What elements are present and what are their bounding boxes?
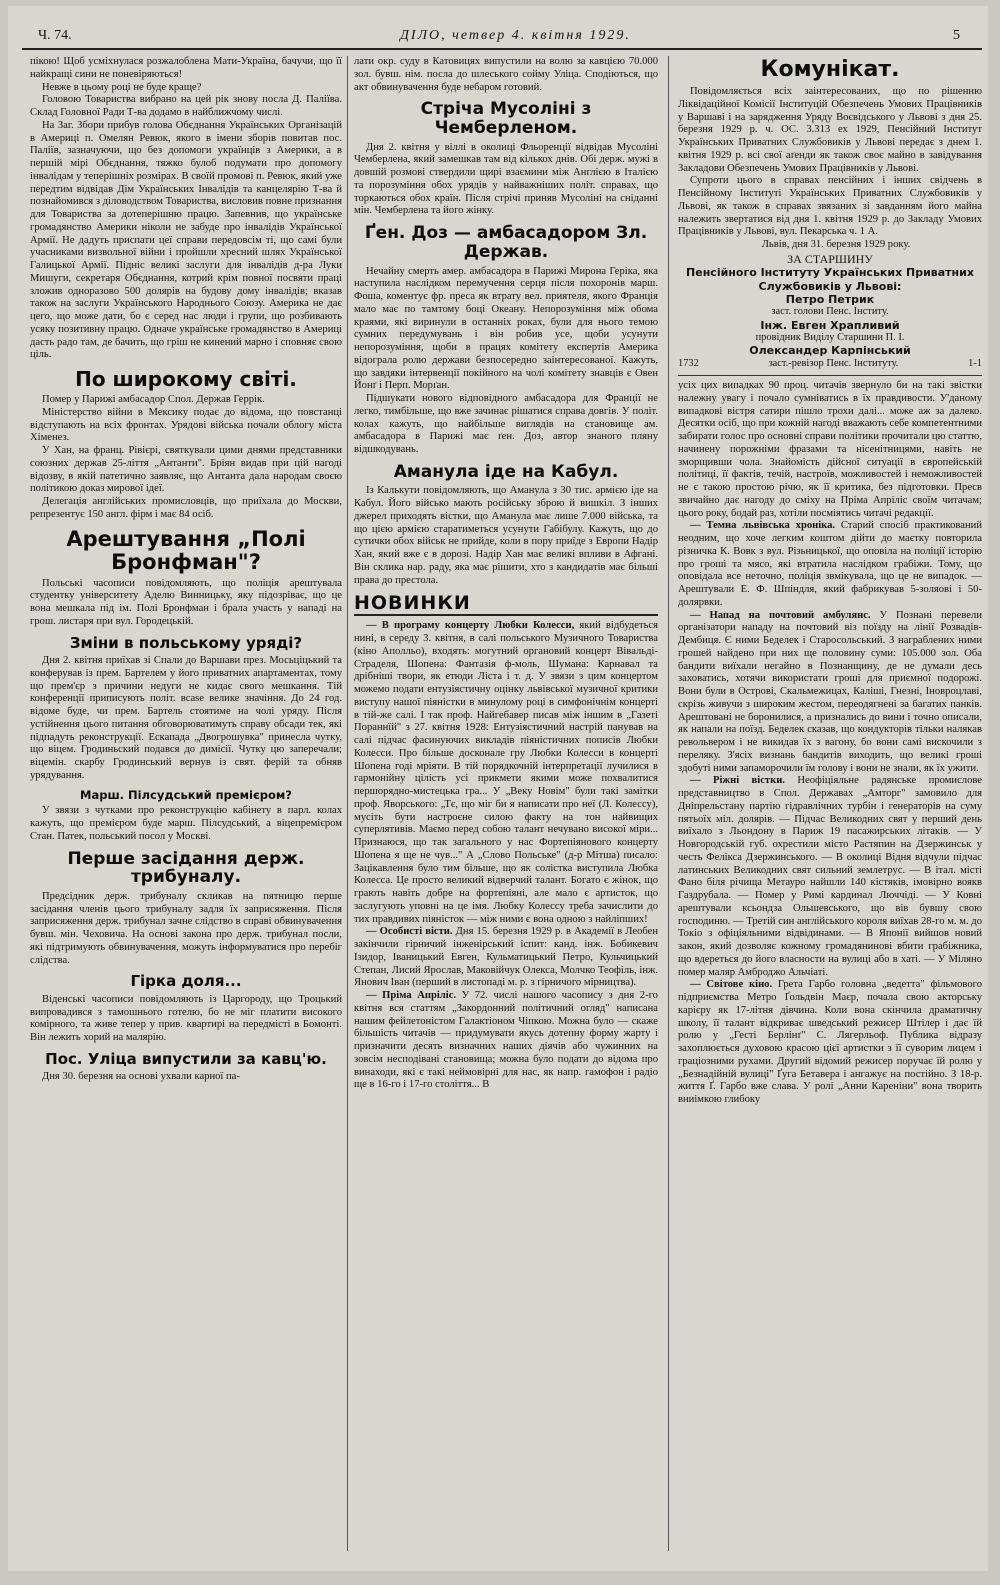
paragraph: Нечайну смерть амер. амбасадора в Парижі Мирона Геріка, яка наступила наслідком перемучення серця після похоронів марш. Фоша, коментує фр. преса як втрату вел. приятеля, якого Франція мало має по тамтому боці Океану. Непорозуміння між обома краями, які виринули в останніх роках, були для нього темою сумних передумувань і він робив усе, щоби усунути непорозуміння, щоби в працях комітету експертів Америка відограла ролю держави безпосередно заінтересованої. Кажуть, що завдяки інтервенції покійного на чолі комітету знавців є Овен Йонґ і Перп. Морґан. [354, 265, 658, 392]
column-divider [347, 56, 348, 1551]
paragraph: Дня 2. квітня приїхав зі Спали до Варшави през. Мосьціцький та конферував із прем. Бартелем у його приватних апартаментах, тому що прем'єр з причини недуги не кидає свого мешкання. Тій конференції приписують політ. вcase велике значіння. До 24 год. відоме буде, чи прем. Бартель стоятиме на чолі уряду. Після устійнення цього питання обговорюватимуть справу обсади тек, які підпадуть реконструкції. Ескапада „Двогрошувка" принесла чутку, що віцем. Гродиньский подався до димісії. Чутку цю заперечали; віцемін. скарбу Гродинський вернув із свят. ферій та обняв урядування. [30, 655, 342, 781]
paragraph: У звязи з чутками про реконструкцію кабінету в парл. колах кажуть, що премієром буде марш. Пілсудський, а віцепремієром Стан. Патек, польський посол у Москві. [30, 805, 342, 842]
page-number: 5 [953, 28, 960, 43]
paragraph: У Хан, на франц. Рівієрі, святкували цими днями представники союзних держав 25-ліття „Антанти". Бріян видав при цій нагоді відозву, в якій патетично заявляє, що Антанта дала народам своєю політикою доказ мирової ідеї. [30, 445, 342, 495]
headline-dawes: Ґен. Доз — амбасадором Зл. Держав. [364, 223, 648, 262]
paragraph: Повідомляється всіх заінтересованих, що по рішенню Ліквідаційної Комісії Інституцій Обезпечень Умових Працівників у Варшаві і на зарядження Уряду Воєвідського у Львові з дня 25. березня 1929 р. ч. ОС. 3.313 ех 1929, Пенсійний Інститут Українських Приватних Службовиків у Львові передає з днем 1. квітня 1929 р. всі свої аґенди як також своє майно в завідування Закладови Обезпечень Умових Працівників у Львові. [678, 86, 982, 174]
page-header [30, 26, 982, 48]
institute-name: Пенсійного Інституту Українських Приватних Службовиків у Львові: [686, 266, 974, 293]
paragraph: Із Калькути повідомляють, що Аманула з 30 тис. армією іде на Кабул. Його військо мають російську зброю й вишкіл. З інших джерел приходять вістки, що Аманула має лише 7.000 війська, та що цією армією старатиметься усунути Габібулу. Кажуть, що до сутички обох військ не прийде, коли в пору приїде з Европи Надір Хан, який вже є в дорозі. Надір Хан має великі впливи в Афгані. Він склика нар. раду, яка має рішити, хто з кандидатів має більші права до престола. [354, 485, 658, 586]
news-text: У Познані перевели організатори нападу на почтовий віз поїзду на лінії Розвадів-Дембиця. Є ними Беделек і Старосольський. З награблених ними грошей найдено при них ще половину суми: 105.000 зол. Оба бандити виїхали негайно в Познанщину, де не думали десь заховатись, хотячи використати гроші для приємної подорожі. Вони були в Острові, Скальмежицах, Каліші, Гнезні, Іновроцлаві, скрізь живучи з широким жестом, переодягнені за багатих панків. Арештовані не боронилися, а признались до вини і точно описали, як напали на поїзд. Беделек сказав, що кондукторів тільки налякав револьвером і не викидав їх з вагону, бо вони самі вискочили з переляку. З'ясіх визнань бандитів виходить, що великі гроші здобуті ними запаморочили їм голову і вони не знали, як їх ужити. [678, 609, 982, 774]
signer-footer [678, 358, 982, 371]
news-run-in: — Пріма Апріліс. [366, 990, 457, 1002]
signature-heading: ЗА СТАРШИНУ [787, 251, 873, 266]
paragraph: лати окр. суду в Катовицях випустили на волю за кавцією 70.000 зол. бувш. нім. посла до шлеського сойму Уліца. Сподіються, що акт обвинувачення буде небаром готовий. [354, 56, 658, 93]
paragraph: Польські часописи повідомляють, що поліція арештувала студентку університету Аделю Винницьку, яку підозріває, що це вона мешкала під ім. Полі Бронфман і брала участь у нападі на грош. листаря при вул. Городецькій. [30, 577, 342, 627]
news-text: Грета Гарбо головна „ведетта" фільмового підприємства Метро Ґольдвін Маєр, почала свою акторську карієру як 17-літня дівчина. Коли вона скінчила драматичну школу, її талант відкриває шведський режисер Штілер і дає їй ролю у „Гесті Берлінґ" С. Лягерльоф. Публика відразу захоплюється духовою красою цієї артистки з її суворим лицем і граціозними рухами. Другий відомий режисер поручає їй ролю у „Безнадійній вулиці" Ґуга Бетавера і ангажує на постійно. З 18-р. життя Ґ. Гарбо вже слава. У ролі „Анни Кареніни" вона творить вниімкою глибоку [678, 979, 982, 1106]
news-text: Старий спосіб практикований неодним, що хоче легким коштом дійти до маєтку повторила різничка К. Вовк з вул. Різьницької, що оповіла на поліції історію про гроші та мясо, які втратила наслідком грабіжи. Тому, що оповідала все неточно, поліція звмікувала, що це не випадок. — Арештували Е. Ф. Шпіндля, який фабрикував 5-золяові і 50-долярвки. [678, 520, 982, 608]
headline-arrest: Арештування „Полі Бронфман"? [66, 526, 306, 574]
news-text: Неофіціяльне радянське промислове представництво в Спол. Державах „Амторг" замовило для Дніпрельстану партію гідравлічних турбін і генераторів на суму пятьоїх міл. долярів. — Підчас Великодних свят у перший день виїхало з Льондону в Париж 19 пасажирських літаків. — У Новгородській губ. охрестили місто Растяпин на Дзержинськ у честь Фелікса Дзержинського. — В околиці Відня відчули підчас латинських Великодних свят сильний землетрус. — В італ. місті Фано біля річища Метауро найшли 140 кістяків, імовірно воякв Газдрубала. — Помер у Римі кардинал Люччіді. — У Ковні арештували ксьондза Ольшевського, що вів бувшу свою господиню. — Третій син англійського короля виїхав 28-го м. м. до Токіо з офіціяльними відвідинами. — В Японії вийшов новий закон, який дозволяє кожному громадянинові вбити грабіжника, що вдереться до його власности на вулиці або в хаті. — У Міляно помер маляр Амброджо Альчіаті. [678, 775, 982, 978]
signer-name: Інж. Евген Храпливий [760, 318, 900, 332]
communique-date: Львів, дня 31. березня 1929 року. [761, 239, 911, 251]
paragraph: усіх цих випадках 90 проц. читачів звернуло би на такі звістки належну увагу і почало сумніватись в їх правдивости. У'даному випадкові вістря сатири пішло трохи далі... може аж за далеко. Десятки осіб, що при кожній нагоді вважають себе компетентними забирати голос про основні справи політики прочитали цю статтю, начинену порожніми фразами та нісенітницями, навіть не зморщивши чола. Знайомість дійсної ситуації в європейській політиці, її фактів, течій, настроїв, можливостей і неможливостей не є такою простою річю, як її критика, без підготовки. Пресв звичайно дає нагоду до сміху на Пріма Апріліс своїм читачам; цього року, бодай раз, хотіли посміятись читачі редакції. [678, 380, 982, 519]
signer-role: заст. голови Пенс. Інститу. [771, 306, 889, 318]
column-2 [354, 56, 658, 1555]
signer-role: заст.-ревізор Пенс. Інституту. [768, 357, 899, 369]
column-3 [678, 56, 982, 1555]
paragraph: Віденські часописи повідомляють із Царгороду, що Троцький випровадився з тамошнього готелю, бо не міг платити високого комірного, та живе тепер у прив. квартирі на передмісті в Бомонті. Він лежить хорий на малярію. [30, 993, 342, 1044]
news-text: який відбудеться нині, в середу 3. квітня, в салі польського Музичного Товариства (кіно Аполльо), входять: могутний органовий концерт Вівальді-Страделя, Шопена: Фантазія ф-моль, Шумана: Карнавал та дрібніші твори, як етюди Ліста і т. д. У звязи з цим концертом можемо подати ентузіястичну оцінку львівської музичної критики виступу нашої піяністки в минулому році в симфонічнім концерті в тій-же салі. І так проф. Найгебавер писав між іншим в „Газеті Пораннїй" з 27. квітня 1928: Ентузіястичний настрій панував на салі підчас фасинуючих викладів піяністичних пописів Любки Колесси. Про більше досконале гру Любки Колесси в концерті Шопена годі мріяти. В тій порядкочній інтерпретації лучилися в гармонійну цілість усі прикмети якими може похвалитися першорядно-мистецька гра... У „Веку Новім" були такі замітки проф. Яворського: „Тє, що міг би я написати про неї (Л. Колессу), мусіть бути настроєне силою факту на тон найвищих суперлятивів. Маємо перед собою талант нечувано високої міри... Признаюся, що так загального у нас Фортепіянового концерту Шопена я ще не чув..." А „Слово Польське" (д-р Мітша) писало: Зацікавлення було тим більше, що як солістка виступила Любка Колесса. Це просто великий відверчий талант. Богато є жінок, що грають навіть добре на фортепіяні, але мало є артисток, що заслугують уповні на це імя. Любку Колессу треба зачислити до тих правдивих піяністок — між ними є вона одною з найліпших! [354, 620, 658, 925]
news-run-in: — Напад на почтовий амбулянс. [690, 609, 871, 621]
news-run-in: — Особисті вісти. [366, 926, 453, 938]
headline-world: По широкому світі. [75, 367, 297, 391]
headline-communique: Комунікат. [760, 57, 900, 82]
divider [678, 375, 982, 376]
headline-ulitz: Пос. Уліца випустили за кавц'ю. [45, 1049, 327, 1068]
paragraph: Делегація англійських промисловців, що приїхала до Москви, репрезентує 150 англ. фірм і має 84 осіб. [30, 496, 342, 520]
signer-role: провідник Виділу Старшини П. І. [755, 331, 905, 343]
section-news-heading: НОВИНКИ [354, 593, 658, 616]
paragraph: Дня 2. квітня у віллі в околиці Фльоренції відвідав Мусоліні Чемберлена, який замешкав там від кількох днів. Обі держ. мужі в довшій розмові ствердили щирі взаємини між Англією в Італією та порозуміння обох урядів у найважніших політ. справах, що торкаються обох країн. Після стрічі приняв Мусоліні на сніданні мін. Чемберлена та його жінку. [354, 141, 658, 217]
headline-pilsudski: Марш. Пілсудський премієром? [80, 787, 292, 802]
header-rule [22, 48, 982, 50]
signer-name: Петро Петрик [785, 292, 875, 306]
issue-number: Ч. 74. [38, 28, 72, 43]
paragraph: Дня 30. березня на основі ухвали карної па- [42, 1071, 240, 1083]
headline-tribunal: Перше засідання держ. трибуналу. [67, 848, 305, 888]
headline-amanullah: Аманула іде на Кабул. [393, 461, 619, 482]
masthead: ДІЛО, четвер 4. квітня 1929. [400, 28, 631, 43]
news-run-in: — В програму концерту Любки Колесси, [366, 620, 575, 632]
ad-code: 1732 [678, 357, 699, 369]
news-run-in: — Темна львівська хроніка. [690, 520, 836, 532]
signer-name: Олександер Карпінський [749, 344, 911, 358]
news-run-in: — Ріжні вістки. [690, 775, 785, 787]
paragraph: Предсідник держ. трибуналу скликав на пятницю перше засідання членів цього трибуналу задля їх заприсяження. Після заприсяження держ. трибунал зачне слідство в справі обвинувачення бувш. мін. Чеховича. На основі закона про держ. трибунал посли, які підтримують обвинувачення, можуть інформуватися про перебіг слідства. [30, 890, 342, 966]
headline-government: Зміни в польському уряді? [69, 633, 303, 652]
paragraph: Підшукати нового відповідного амбасадора для Франції не легко, тимбільше, що вже зачинає рішатися справа довгів. У політ. колах кажуть, що найбільше виглядів на становище ам. амбасадора в Парижі має ґен. Доз, автор знаного пляну відшкодувань. [354, 393, 658, 455]
news-text: Дня 15. березня 1929 р. в Академії в Леобен закінчили гірничий інженірський іспит: канд. інж. Бобикевич Ізидор, Іваницький Евген, Кульматицький Петро, Кульчицький Степан, Лисий Ярослав, Маковійчук Олекса, Молчко Теофіль, інж. Янович Іван (перший в листопаді м. р. з гірничого мірництва). [354, 926, 658, 989]
headline-mussolini: Стріча Мусоліні з Чемберленом. [420, 99, 592, 138]
paragraph: Головою Товариства вибрано на цей рік знову посла Д. Паліїва. Склад Головної Ради Т-ва додамо в найближчому числі. [30, 94, 342, 118]
paragraph: Супроти цього в справах пенсійних і інших свідчень в Пенсійному Інституті Українських Приватних Службовиків у Львові, як також в справах звязаних зі завданням його майна належить звертатися від дня 1. квітня 1929 р. до Закладу Умових Працівників у Львові, вул. Пекарська ч. 1 А. [678, 175, 982, 238]
paragraph: Невже в цьому році не буде краще? [42, 81, 202, 93]
headline-bitter-fate: Гірка доля... [130, 972, 242, 991]
paragraph: пікою! Щоб усміхнулася розжалоблена Мати-Україна, бачучи, що її найкращі сини не поневіряються! [30, 56, 342, 80]
column-1 [30, 56, 342, 1555]
newspaper-page [8, 6, 988, 1571]
paragraph: Міністерство війни в Мексику подає до відома, що повстанці відступають на всіх фронтах. Урядові війська почали облогу міста Хіменез. [30, 406, 342, 444]
news-text: У 72. числі нашого часопису з дня 2-го квітня вся статтям „Закордонний політичний огляд" написана нашим фейлетоністом Галактіоном Чіпкою. Можна було — скаже більшість читачів — придумувати якусь дотепну форму жарту і призначити десять визначних наших діячів або чужинних на зовсім несподівані становища; можна було подати до відома про винаходи, які є такі неймовірні для нас, як напр. гамофон і радіо ще в 16-го і 17-го століття... В [354, 990, 658, 1091]
ad-issue: 1-1 [968, 357, 982, 369]
news-run-in: — Світове кіно. [690, 979, 773, 991]
paragraph: Помер у Парижі амбасадор Спол. Держав Геррік. [42, 394, 265, 405]
column-divider [668, 56, 669, 1551]
paragraph: На Заг. Збори прибув голова Обєднання Українських Організацій в Америці п. Омелян Ревюк, якого в імени зборів повитав пос. Паліїв, зазначуючи, що без допомоги українців з Америки, а в першій мірі Обєднання, тяжко булоб подумати про допомогу інвалідам у теперішніх розмірах. В своїй промові п. Ревюк, який уже передтим відвідав Дім Українських Інвалідів та канцелярію Т-ва й познайомився з діловодством Товариства, висловив повне признання для Товариства за дотеперішню працю. Запевнив, що українське громадянство Америки ніколи не забуде про інвалідів Української Армії. Не дадуть приспати цеї справи передовсім ті, що самі були учасниками визвольної війни і пройшли хресний шлях Української Галицької Армії. Підніс великі заслуги для інвалідів д-ра Луки Мишуги, секретаря Обєднання, котрий крім повної посвяти праці зложив одноразово 500 долярів на будову дому інвалідів; вказав також на заслуги Українського Народнього Союзу. Америка не дає цего, що може дати, бо є серед нас люди і групи, що розбивають усяку позитивну працю. Одначе українське громадянство в Америці дасть радо там, де бачить, що гріш не кинений марно і сповняє свою ціль. [30, 119, 342, 361]
